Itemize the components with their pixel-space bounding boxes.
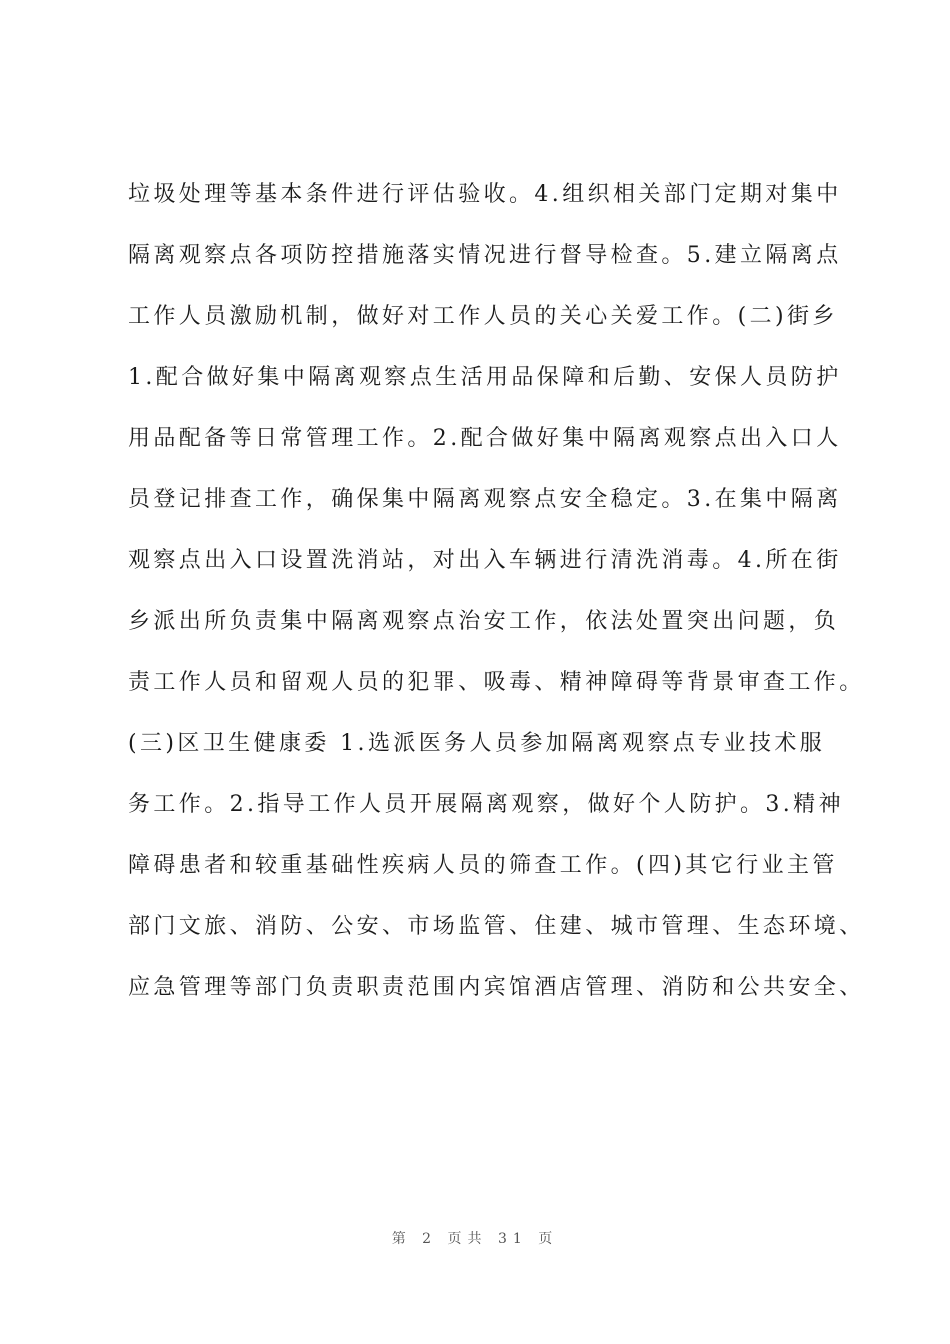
text-line: 员登记排查工作，确保集中隔离观察点安全稳定。3.在集中隔离 (128, 487, 842, 512)
text-line: 隔离观察点各项防控措施落实情况进行督导检查。5.建立隔离点 (128, 243, 842, 268)
text-line: 1.配合做好集中隔离观察点生活用品保障和后勤、安保人员防护 (128, 365, 842, 390)
text-line: 观察点出入口设置洗消站，对出入车辆进行清洗消毒。4.所在街 (128, 548, 842, 573)
text-line: 用品配备等日常管理工作。2.配合做好集中隔离观察点出入口人 (128, 426, 842, 451)
text-line: 垃圾处理等基本条件进行评估验收。4.组织相关部门定期对集中 (128, 182, 842, 207)
text-line: 应急管理等部门负责职责范围内宾馆酒店管理、消防和公共安全、 (128, 975, 865, 1000)
page-number-footer: 第 2 页共 31 页 (391, 1231, 559, 1247)
text-line: (三)区卫生健康委 1.选派医务人员参加隔离观察点专业技术服 (128, 731, 826, 756)
text-line: 责工作人员和留观人员的犯罪、吸毒、精神障碍等背景审查工作。 (128, 670, 865, 695)
text-line: 障碍患者和较重基础性疾病人员的筛查工作。(四)其它行业主管 (128, 853, 838, 878)
text-line: 工作人员激励机制，做好对工作人员的关心关爱工作。(二)街乡 (128, 304, 838, 329)
text-line: 部门文旅、消防、公安、市场监管、住建、城市管理、生态环境、 (128, 914, 865, 939)
text-line: 务工作。2.指导工作人员开展隔离观察，做好个人防护。3.精神 (128, 792, 844, 817)
body-text (128, 172, 865, 1026)
text-line: 乡派出所负责集中隔离观察点治安工作，依法处置突出问题，负 (128, 609, 840, 634)
